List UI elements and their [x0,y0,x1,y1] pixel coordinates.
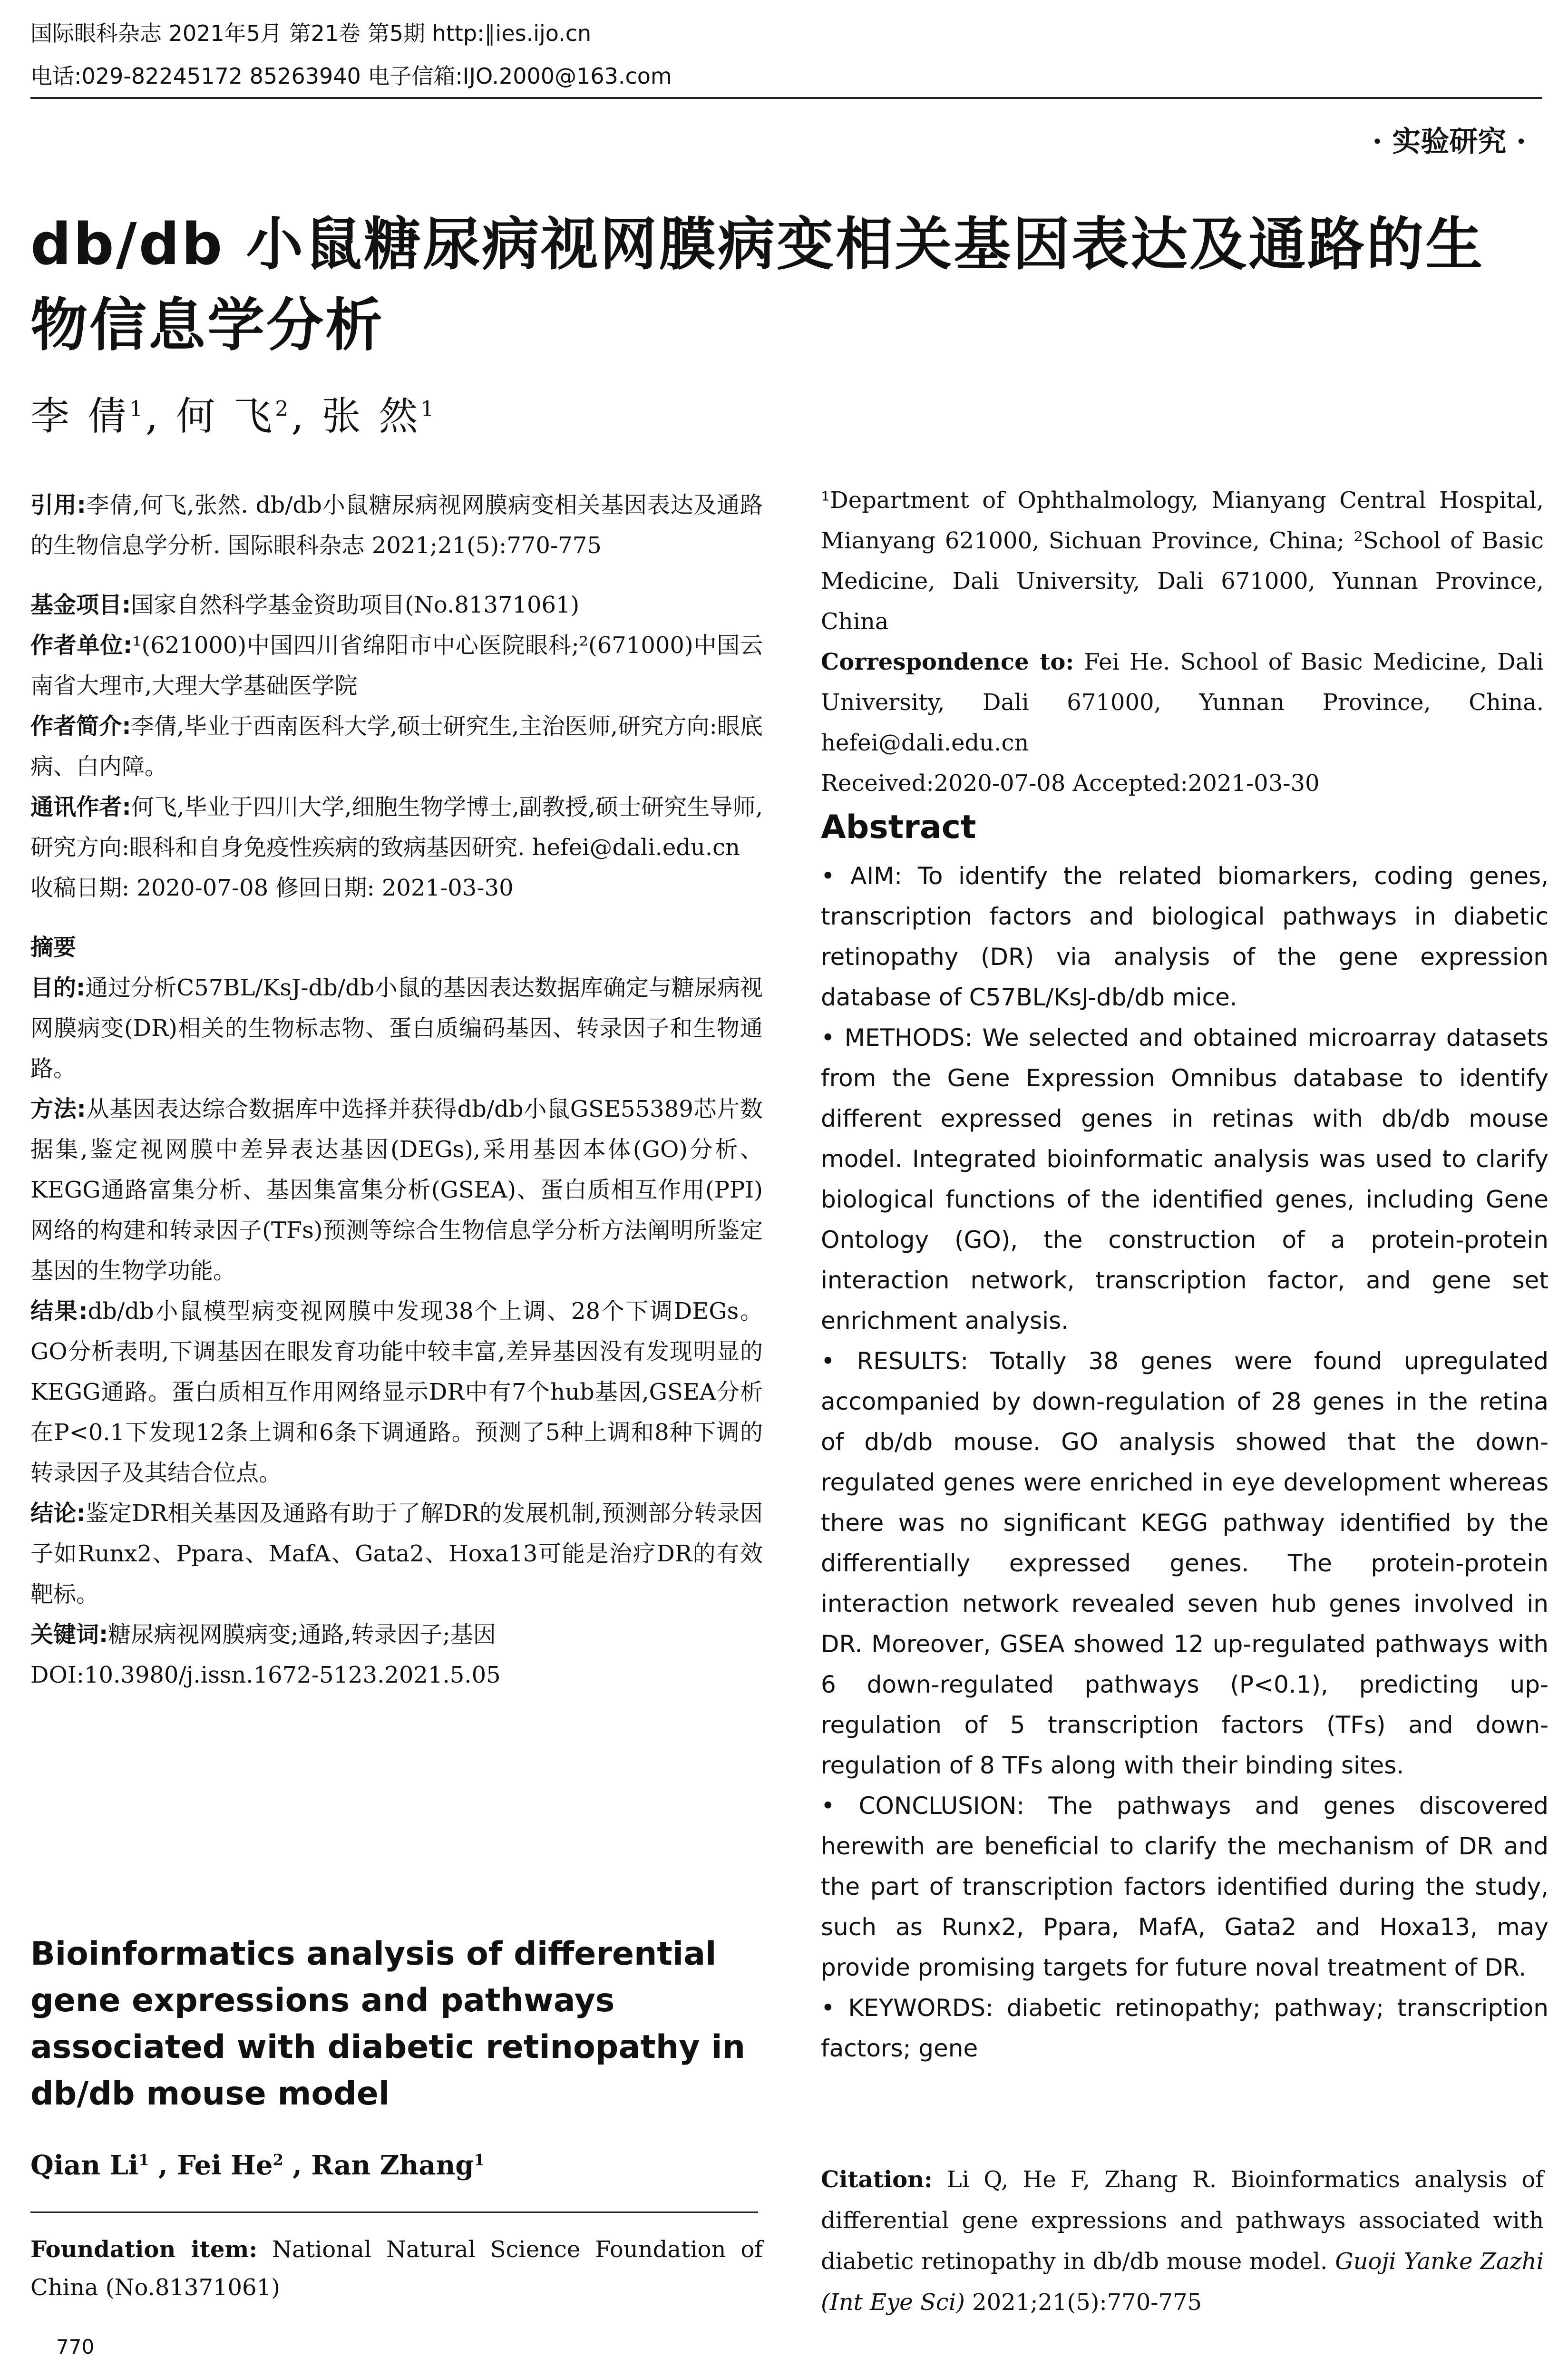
citation-journal: Guoji Yanke Zazhi (Int Eye Sci) [821,2248,1544,2316]
abstract-en [821,856,1549,2069]
method-cn [30,1089,763,1291]
methods-en-text: We selected and obtained microarray datasets from the Gene Expression Omnibus database to identify different expressed genes in retinas with db/db mouse model. Integrated bioinformatic analysis was used to clarify biological functions of the identified genes, including Gene Ontology (GO), the construction of a protein-protein interaction network, transcription factor, and gene set enrichment analysis. [821,1024,1549,1335]
aim-cn [30,968,763,1089]
author-2-en: Fei He [176,2150,273,2181]
authors-cn [30,385,437,441]
author-sep: , [291,394,307,439]
unit-cn-text: ¹(621000)中国四川省绵阳市中心医院眼科;²(671000)中国云南省大理市,大理大学基础医学院 [30,632,763,699]
citation-en [821,2159,1544,2323]
methods-en [821,1018,1549,1341]
citation-cn-text: 李倩,何飞,张然. db/db小鼠糖尿病视网膜病变相关基因表达及通路的生物信息学分析. 国际眼科杂志 2021;21(5):770-775 [30,492,763,559]
bio-cn [30,706,763,787]
methods-en-label: • METHODS: [821,1024,973,1052]
results-en-text: Totally 38 genes were found upregulated accompanied by down-regulation of 28 genes in the retina of db/db mouse. GO analysis showed that the down-regulated genes were enriched in eye development whereas there was no significant KEGG pathway identified by the differentially expressed genes. The protein-protein interaction network revealed seven hub genes involved in DR. Moreover, GSEA showed 12 up-regulated pathways with 6 down-regulated pathways (P<0.1), predicting up-regulation of 5 transcription factors (TFs) and down-regulation of 8 TFs along with their binding sites. [821,1347,1549,1779]
doi: DOI:10.3980/j.issn.1672-5123.2021.5.05 [30,1662,501,1688]
citation-en-text: Li Q, He F, Zhang R. Bioinformatics analysis of differential gene expressions and pathways associated with diabetic retinopathy in db/db mouse model. [821,2166,1544,2275]
method-cn-label: 方法: [30,1096,86,1122]
result-cn-text: db/db小鼠模型病变视网膜中发现38个上调、28个下调DEGs。GO分析表明,下调基因在眼发育功能中较丰富,差异基因没有发现明显的KEGG通路。蛋白质相互作用网络显示DR中有7个hub基因,GSEA分析在P<0.1下发现12条上调和6条下调通路。预测了5种上调和8种下调的转录因子及其结合位点。 [30,1298,763,1486]
author-sep: , [146,394,161,439]
citation-cn-label: 引用: [30,492,86,518]
conclusion-cn-text: 鉴定DR相关基因及通路有助于了解DR的发展机制,预测部分转录因子如Runx2、Ppara、MafA、Gata2、Hoxa13可能是治疗DR的有效靶标。 [30,1500,763,1607]
foundation-text: National Natural Science Foundation of China (No.81371061) [30,2236,763,2301]
correspondence-en [821,642,1544,763]
authors-en: Qian Li$^1$ , Fei He$^2$ , Ran Zhang$^1$ [30,2150,485,2181]
author-3-en-affil: 1 [474,2151,485,2169]
author-1-en: Qian Li [30,2150,139,2181]
conclusion-cn-label: 结论: [30,1500,86,1527]
author-3-cn: 张 然 [321,394,421,439]
conclusion-en [821,1786,1549,1988]
foundation-label: Foundation item: [30,2236,258,2263]
keywords-en-text: diabetic retinopathy; pathway; transcription factors; gene [821,1994,1549,2062]
correspondence-text: Fei He. School of Basic Medicine, Dali University, Dali 671000, Yunnan Province, China. hefei@dali.edu.cn [821,649,1544,756]
right-column-affiliations [821,480,1544,804]
author-1-en-affil: 1 [138,2151,149,2169]
author-2-en-affil: 2 [273,2151,283,2169]
citation-en-label: Citation: [821,2166,933,2193]
bio-cn-text: 李倩,毕业于西南医科大学,硕士研究生,主治医师,研究方向:眼底病、白内障。 [30,713,763,780]
header-divider [30,97,1542,99]
corr-cn [30,787,763,868]
correspondence-label: Correspondence to: [821,649,1074,675]
fund-cn-label: 基金项目: [30,592,131,618]
keywords-cn [30,1615,763,1655]
page-number: 770 [56,2335,95,2358]
aim-cn-text: 通过分析C57BL/KsJ-db/db小鼠的基因表达数据库确定与糖尿病视网膜病变(DR)相关的生物标志物、蛋白质编码基因、转录因子和生物通路。 [30,974,763,1082]
aim-en [821,856,1549,1018]
conclusion-en-text: The pathways and genes discovered herewith are beneficial to clarify the mechanism of DR and the part of transcription factors identified during the study, such as Runx2, Ppara, MafA, Gata2 and Hoxa13, may provide promising targets for future noval treatment of DR. [821,1792,1549,1981]
unit-cn [30,625,763,706]
author-3-en: Ran Zhang [311,2150,474,2181]
article-title-en: Bioinformatics analysis of differential gene expressions and pathways associated with diabetic retinopathy in db/db mouse model [30,1935,746,2113]
section-tag: · 实验研究 · [1372,125,1526,158]
result-cn [30,1291,763,1493]
article-title-cn: db/db 小鼠糖尿病视网膜病变相关基因表达及通路的生物信息学分析 [30,212,1485,359]
abstract-heading: Abstract [821,809,976,846]
corr-cn-text: 何飞,毕业于四川大学,细胞生物学博士,副教授,硕士研究生导师,研究方向:眼科和自身免疫性疾病的致病基因研究. hefei@dali.edu.cn [30,794,763,861]
keywords-en-label: • KEYWORDS: [821,1994,993,2022]
result-cn-label: 结果: [30,1298,88,1325]
method-cn-text: 从基因表达综合数据库中选择并获得db/db小鼠GSE55389芯片数据集,鉴定视网膜中差异表达基因(DEGs),采用基因本体(GO)分析、KEGG通路富集分析、基因集富集分析(GSEA)、蛋白质相互作用(PPI)网络的构建和转录因子(TFs)预测等综合生物信息学分析方法阐明所鉴定基因的生物学功能。 [30,1096,763,1284]
left-column [30,485,763,1695]
journal-header-line2: 电话:029-82245172 85263940 电子信箱:IJO.2000@163.com [30,63,672,89]
author-1-cn: 李 倩 [30,394,130,439]
aim-en-text: To identify the related biomarkers, coding genes, transcription factors and biological pathways in diabetic retinopathy (DR) via analysis of the gene expression database of C57BL/KsJ-db/db mice. [821,862,1549,1011]
corr-cn-label: 通讯作者: [30,794,131,820]
authors-divider [30,2211,758,2213]
results-en-label: • RESULTS: [821,1347,969,1375]
keywords-cn-text: 糖尿病视网膜病变;通路,转录因子;基因 [108,1621,496,1648]
author-3-affil: 1 [420,397,437,421]
author-2-affil: 2 [275,397,292,421]
unit-cn-label: 作者单位: [30,632,133,659]
affiliations-en: ¹Department of Ophthalmology, Mianyang Central Hospital, Mianyang 621000, Sichuan Province, China; ²School of Basic Medicine, Dali University, Dali 671000, Yunnan Province, China [821,487,1544,635]
journal-header-line1: 国际眼科杂志 2021年5月 第21卷 第5期 http:∥ies.ijo.cn [30,20,592,46]
results-en [821,1341,1549,1786]
keywords-cn-label: 关键词: [30,1621,108,1648]
citation-en-tail: 2021;21(5):770-775 [964,2289,1202,2316]
conclusion-en-label: • CONCLUSION: [821,1792,1025,1820]
author-2-cn: 何 飞 [176,394,275,439]
abstract-cn-heading: 摘要 [30,934,77,961]
aim-cn-label: 目的: [30,974,86,1001]
fund-cn [30,585,763,625]
aim-en-label: • AIM: [821,862,903,890]
fund-cn-text: 国家自然科学基金资助项目(No.81371061) [131,592,580,618]
keywords-en [821,1988,1549,2069]
conclusion-cn [30,1493,763,1615]
bio-cn-label: 作者简介: [30,713,131,740]
foundation-item [30,2231,763,2307]
author-1-affil: 1 [129,397,146,421]
citation-cn [30,485,763,566]
received-accepted: Received:2020-07-08 Accepted:2021-03-30 [821,770,1320,797]
dates-cn: 收稿日期: 2020-07-08 修回日期: 2021-03-30 [30,875,514,901]
